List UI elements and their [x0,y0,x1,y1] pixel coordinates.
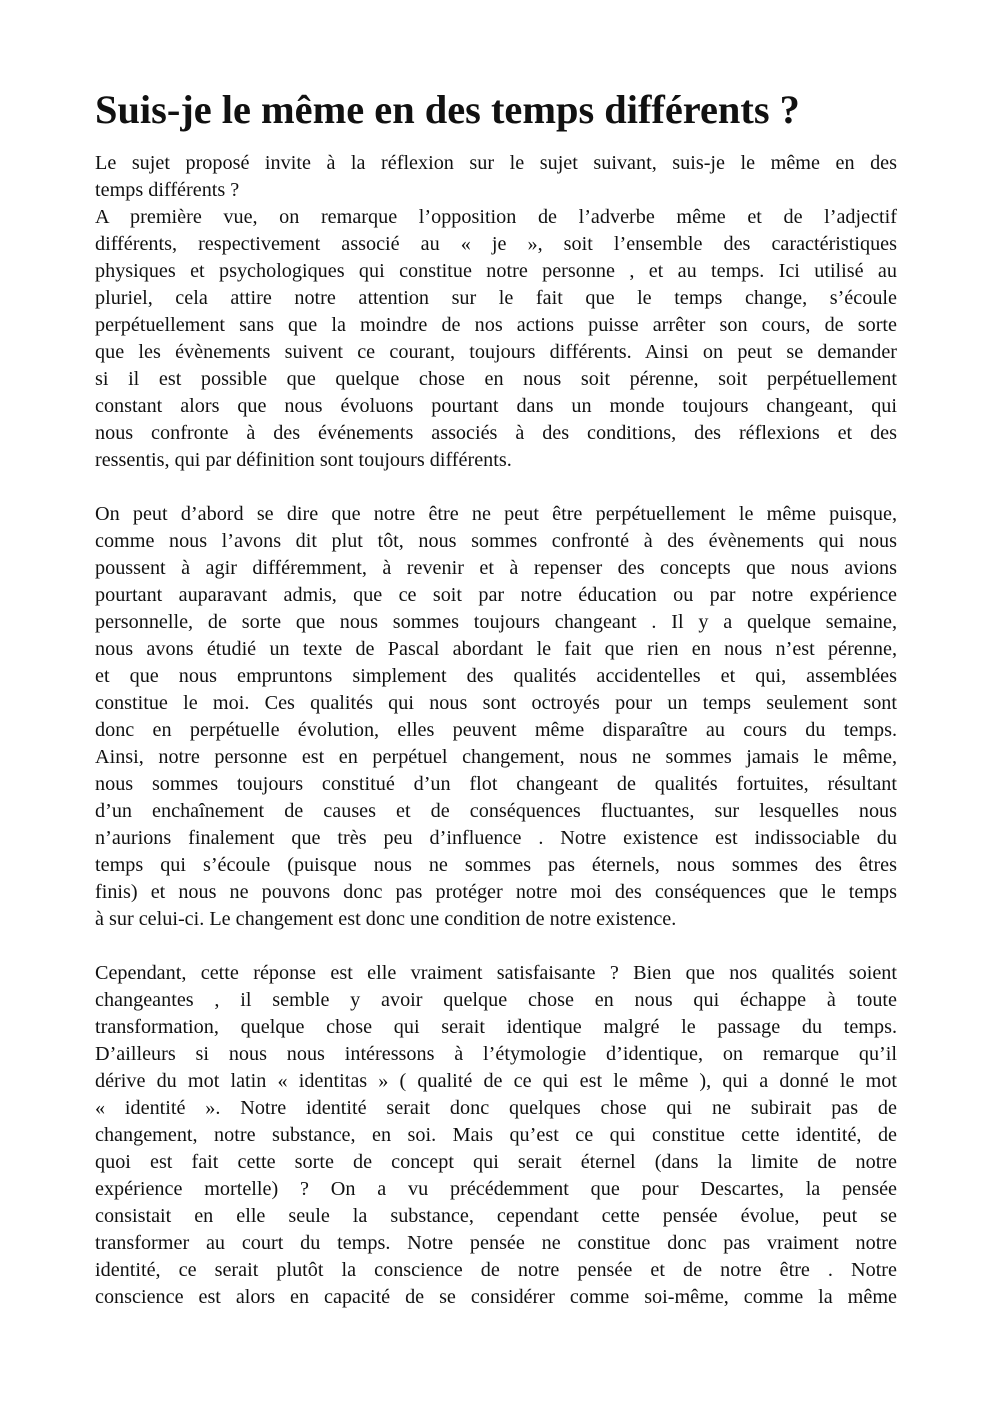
text-line: temps qui s’écoule (puisque nous ne sommes pas éternels, nous sommes des êtres [95,854,897,876]
text-line: identité, ce serait plutôt la conscience de notre pensée et de notre être . Notre [95,1259,897,1281]
text-line: transformation, quelque chose qui serait identique malgré le passage du temps. [95,1016,897,1038]
text-line: pluriel, cela attire notre attention sur le fait que le temps change, s’écoule [95,287,897,309]
paragraph-identity [95,960,897,1311]
paragraph-intro-2 [95,204,897,474]
text-line: On peut d’abord se dire que notre être ne peut être perpétuellement le même puisque, [95,503,897,525]
text-line: constitue le moi. Ces qualités qui nous sont octroyés pour un temps seulement sont [95,692,897,714]
text-line: Le sujet proposé invite à la réflexion sur le sujet suivant, suis-je le même en des [95,152,897,174]
text-line: Cependant, cette réponse est elle vraiment satisfaisante ? Bien que nos qualités soient [95,962,897,984]
text-line: perpétuellement sans que la moindre de nos actions puisse arrêter son cours, de sorte [95,314,897,336]
text-line: A première vue, on remarque l’opposition de l’adverbe même et de l’adjectif [95,206,897,228]
text-line: quoi est fait cette sorte de concept qui serait éternel (dans la limite de notre [95,1151,897,1173]
paragraph-intro-1 [95,150,897,204]
text-line: et que nous empruntons simplement des qualités accidentelles et qui, assemblées [95,665,897,687]
text-line: nous avons étudié un texte de Pascal abordant le fait que rien en nous n’est pérenne, [95,638,897,660]
text-line: nous sommes toujours constitué d’un flot changeant de qualités fortuites, résultant [95,773,897,795]
text-line: donc en perpétuelle évolution, elles peuvent même disparaître au cours du temps. [95,719,897,741]
text-line: ressentis, qui par définition sont toujours différents. [95,449,512,471]
text-line: si il est possible que quelque chose en nous soit pérenne, soit perpétuellement [95,368,897,390]
text-line: constant alors que nous évoluons pourtant dans un monde toujours changeant, qui [95,395,897,417]
text-line: Ainsi, notre personne est en perpétuel changement, nous ne sommes jamais le même, [95,746,897,768]
text-line: D’ailleurs si nous nous intéressons à l’étymologie d’identique, on remarque qu’il [95,1043,897,1065]
paragraph-change [95,501,897,933]
document-page [95,87,897,1311]
text-line: nous confronte à des événements associés à des conditions, des réflexions et des [95,422,897,444]
text-line: conscience est alors en capacité de se considérer comme soi-même, comme la même [95,1286,897,1308]
spacer [95,474,897,501]
text-line: différents, respectivement associé au « je », soit l’ensemble des caractéristiques [95,233,897,255]
text-line: poussent à agir différemment, à revenir et à repenser des concepts que nous avions [95,557,897,579]
text-line: comme nous l’avons dit plut tôt, nous sommes confronté à des évènements qui nous [95,530,897,552]
text-line: temps différents ? [95,179,240,201]
text-line: expérience mortelle) ? On a vu précédemment que pour Descartes, la pensée [95,1178,897,1200]
text-line: « identité ». Notre identité serait donc quelques chose qui ne subirait pas de [95,1097,897,1119]
text-line: à sur celui-ci. Le changement est donc une condition de notre existence. [95,908,677,930]
text-line: dérive du mot latin « identitas » ( qualité de ce qui est le même ), qui a donné le mot [95,1070,897,1092]
text-line: personnelle, de sorte que nous sommes toujours changeant . Il y a quelque semaine, [95,611,897,633]
text-line: n’aurions finalement que très peu d’influence . Notre existence est indissociable du [95,827,897,849]
text-line: transformer au court du temps. Notre pensée ne constitue donc pas vraiment notre [95,1232,897,1254]
text-line: physiques et psychologiques qui constitue notre personne , et au temps. Ici utilisé au [95,260,897,282]
text-line: pourtant auparavant admis, que ce soit par notre éducation ou par notre expérience [95,584,897,606]
text-line: finis) et nous ne pouvons donc pas protéger notre moi des conséquences que le temps [95,881,897,903]
text-line: changeantes , il semble y avoir quelque chose en nous qui échappe à toute [95,989,897,1011]
text-line: d’un enchaînement de causes et de conséquences fluctuantes, sur lesquelles nous [95,800,897,822]
document-title: Suis-je le même en des temps différents ? [95,87,800,132]
text-line: que les évènements suivent ce courant, toujours différents. Ainsi on peut se demander [95,341,897,363]
spacer [95,933,897,960]
text-line: consistait en elle seule la substance, cependant cette pensée évolue, peut se [95,1205,897,1227]
text-line: changement, notre substance, en soi. Mais qu’est ce qui constitue cette identité, de [95,1124,897,1146]
